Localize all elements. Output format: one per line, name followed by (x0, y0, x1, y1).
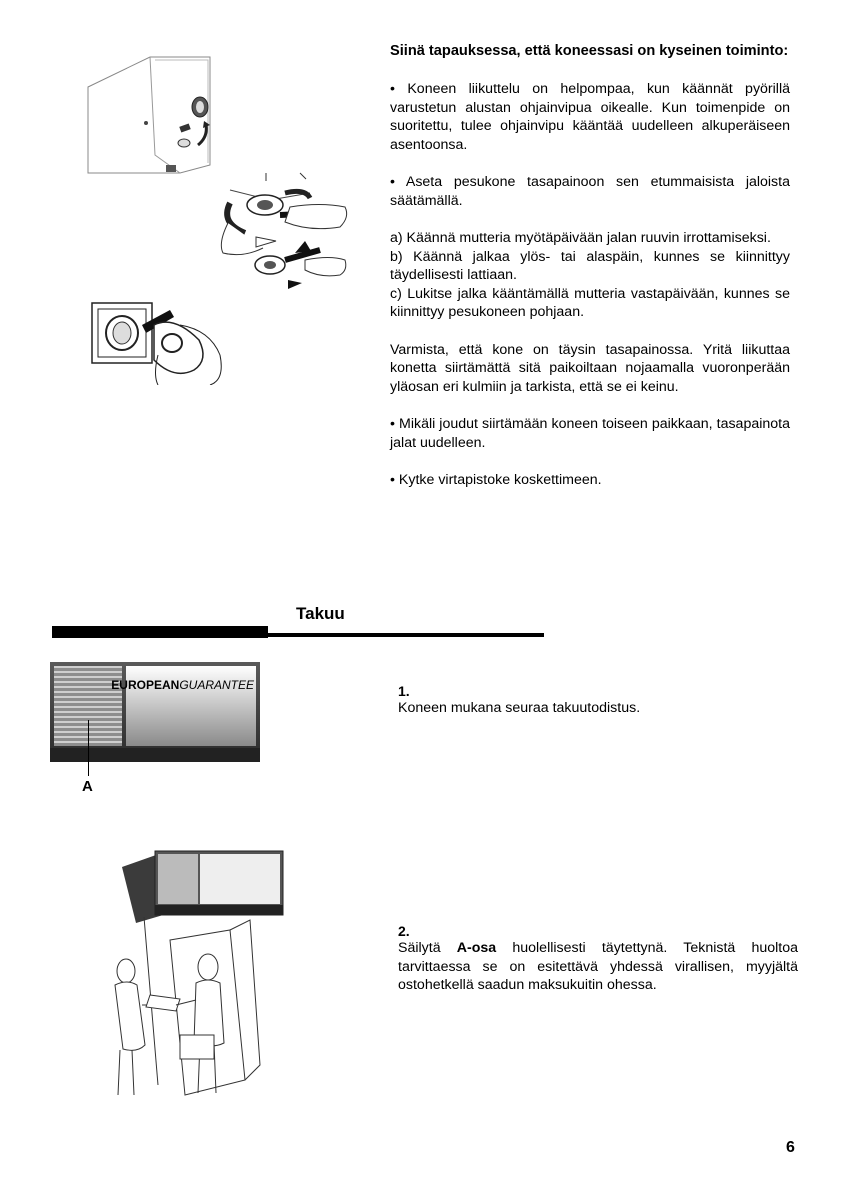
section-rule-thin (268, 633, 544, 637)
step-2-text (398, 939, 798, 995)
installation-intro: Siinä tapauksessa, että koneessasi on kyseinen toiminto: (390, 43, 789, 59)
part-a-label: A (82, 778, 93, 795)
step-1-number: 1. (398, 683, 410, 699)
installation-paragraph: • Kytke virtapistoke koskettimeen. (390, 472, 602, 488)
installation-paragraph: • Koneen liikuttelu on helpompaa, kun käännät pyörillä varustetun alustan ohjainvipua oikealle. Kun toimenpide on suoritettu, tulee ohjainvipu kääntää uudelleen alkuperäiseen asentoonsa. (390, 81, 790, 153)
installation-illustration (80, 55, 360, 385)
section-rule-thick (52, 626, 268, 638)
part-a-pointer-line (88, 720, 89, 776)
step-2-number: 2. (398, 923, 410, 939)
guarantee-handover-drawing (100, 845, 285, 1100)
washing-machine-levelling-drawing (80, 55, 360, 385)
step-2-text-post: huolellisesti täytettynä. Teknistä huoltoa tarvittaessa se on esitettävä yhdessä virallisen, myyjältä ostohetkellä saadun maksukuitin ohessa. (398, 940, 799, 993)
step-1-text: Koneen mukana seuraa takuutodistus. (398, 700, 641, 716)
levelling-step-b: b) Käännä jalkaa ylös- tai alaspäin, kunnes se kiinnittyy täydellisesti lattiaan. (390, 248, 790, 283)
installation-text (390, 42, 790, 509)
step-2-text-pre: Säilytä (398, 940, 457, 956)
installation-paragraph: • Aseta pesukone tasapainoon sen etummaisista jaloista säätämällä. (390, 174, 790, 209)
installation-paragraph: • Mikäli joudut siirtämään koneen toiseen paikkaan, tasapainota jalat uudelleen. (390, 416, 790, 451)
page-number: 6 (786, 1139, 795, 1156)
levelling-step-c: c) Lukitse jalka kääntämällä mutteria vastapäivään, kunnes se kiinnittyy pesukoneen pohjaan. (390, 285, 790, 320)
guarantee-country-strip (50, 748, 260, 762)
installation-paragraph: Varmista, että kone on täysin tasapainossa. Yritä liikuttaa konetta siirtämättä sitä paikoiltaan nojaamalla vuoronperään yläosan eri kulmiin ja tarkista, että se ei keinu. (390, 341, 790, 395)
guarantee-card-illustration (50, 662, 260, 762)
levelling-step-a: a) Käännä mutteria myötäpäivään jalan ruuvin irrottamiseksi. (390, 230, 771, 246)
guarantee-handover-illustration (100, 845, 285, 1100)
section-title: Takuu (296, 604, 345, 623)
part-a-term: A-osa (456, 940, 497, 956)
guarantee-brand: EUROPEANGUARANTEE (111, 678, 254, 692)
